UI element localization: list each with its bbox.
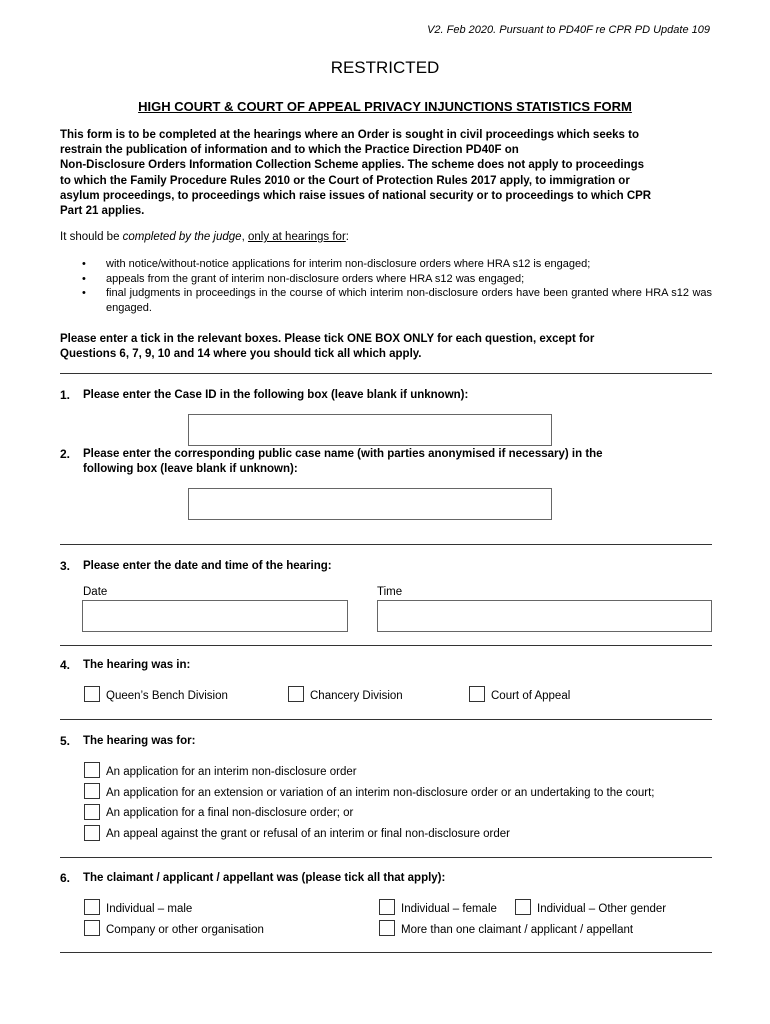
individual-male-checkbox[interactable] xyxy=(84,899,100,915)
question-1 xyxy=(60,388,715,403)
tick-instruction xyxy=(60,332,715,362)
judge-colon: : xyxy=(345,231,349,243)
judge-italic: completed by the judge xyxy=(122,231,242,243)
form-version-note: V2. Feb 2020. Pursuant to PD40F re CPR PD Update 109 xyxy=(427,24,710,36)
queens-bench-label: Queen’s Bench Division xyxy=(106,690,228,702)
individual-male-label: Individual – male xyxy=(106,903,193,915)
date-label: Date xyxy=(83,586,108,598)
question-text: Please enter the Case ID in the following box (leave blank if unknown): xyxy=(83,389,469,401)
chancery-checkbox[interactable] xyxy=(288,686,304,702)
question-5 xyxy=(60,734,715,749)
interim-application-checkbox[interactable] xyxy=(84,762,100,778)
queens-bench-checkbox[interactable] xyxy=(84,686,100,702)
extension-variation-checkbox[interactable] xyxy=(84,783,100,799)
bullet-text: with notice/without-notice applications for interim non-disclosure orders where HRA s12 is engaged; xyxy=(106,258,591,270)
question-text: following box (leave blank if unknown): xyxy=(83,463,298,475)
final-order-label: An application for a final non-disclosure order; or xyxy=(106,807,354,819)
intro-line: This form is to be completed at the hearings where an Order is sought in civil proceedings which seeks to xyxy=(60,129,639,141)
intro-line: Non-Disclosure Orders Information Collection Scheme applies. The scheme does not apply to proceedings xyxy=(60,159,645,172)
classification-label: RESTRICTED xyxy=(330,58,440,77)
court-of-appeal-label: Court of Appeal xyxy=(491,690,571,702)
bullet-text: final judgments in proceedings in the course of which interim non-disclosure orders have been granted where HRA s12 was engaged. xyxy=(106,287,712,314)
question-number: 5. xyxy=(60,734,71,748)
time-label: Time xyxy=(377,586,403,598)
list-item xyxy=(60,272,712,287)
judge-instruction xyxy=(60,231,349,243)
question-text: Please enter the date and time of the hearing: xyxy=(83,560,332,572)
multiple-claimants-checkbox[interactable] xyxy=(379,920,395,936)
judge-underline: only at hearings for xyxy=(247,231,346,243)
bullet-dot-icon: • xyxy=(82,287,86,299)
individual-female-checkbox[interactable] xyxy=(379,899,395,915)
section-divider xyxy=(60,719,712,720)
question-text: Please enter the corresponding public case name (with parties anonymised if necessary) in the xyxy=(83,448,603,460)
list-item xyxy=(60,286,712,315)
hearing-date-input[interactable] xyxy=(82,600,348,632)
hearing-time-input[interactable] xyxy=(377,600,712,632)
hearing-types-list xyxy=(60,257,712,315)
question-3 xyxy=(60,559,715,574)
interim-application-label: An application for an interim non-disclosure order xyxy=(106,766,357,778)
section-divider xyxy=(60,373,712,374)
question-number: 3. xyxy=(60,559,71,573)
question-text: The claimant / applicant / appellant was (please tick all that apply): xyxy=(83,872,446,884)
bullet-dot-icon: • xyxy=(82,258,86,270)
appeal-checkbox[interactable] xyxy=(84,825,100,841)
bullet-text: appeals from the grant of interim non-disclosure orders where HRA s12 was engaged; xyxy=(106,272,525,285)
intro-line: to which the Family Procedure Rules 2010 or the Court of Protection Rules 2017 apply, to immigration or xyxy=(60,174,630,187)
form-title: HIGH COURT & COURT OF APPEAL PRIVACY INJUNCTIONS STATISTICS FORM xyxy=(138,99,632,114)
question-text: The hearing was for: xyxy=(83,735,196,747)
intro-line: Part 21 applies. xyxy=(60,205,145,218)
question-text: The hearing was in: xyxy=(83,659,191,671)
case-name-input[interactable] xyxy=(188,488,552,520)
section-divider xyxy=(60,645,712,646)
question-number: 1. xyxy=(60,388,71,402)
section-divider xyxy=(60,952,712,953)
judge-prefix: It should be xyxy=(60,231,123,243)
intro-paragraph xyxy=(60,128,715,219)
section-divider xyxy=(60,544,712,545)
case-id-input[interactable] xyxy=(188,414,552,446)
individual-other-gender-label: Individual – Other gender xyxy=(537,903,667,915)
question-6 xyxy=(60,871,715,886)
tick-instruction-line: Please enter a tick in the relevant boxes. Please tick ONE BOX ONLY for each question, except for xyxy=(60,333,595,345)
extension-variation-label: An application for an extension or variation of an interim non-disclosure order or an undertaking to the court; xyxy=(106,787,655,799)
company-organisation-checkbox[interactable] xyxy=(84,920,100,936)
appeal-label: An appeal against the grant or refusal of an interim or final non-disclosure order xyxy=(106,828,511,840)
court-of-appeal-checkbox[interactable] xyxy=(469,686,485,702)
question-number: 4. xyxy=(60,658,71,672)
question-number: 2. xyxy=(60,447,71,461)
section-divider xyxy=(60,857,712,858)
question-2 xyxy=(60,447,715,477)
question-number: 6. xyxy=(60,871,71,885)
company-organisation-label: Company or other organisation xyxy=(106,924,264,936)
individual-female-label: Individual – female xyxy=(401,903,497,915)
bullet-dot-icon: • xyxy=(82,272,86,285)
chancery-label: Chancery Division xyxy=(310,690,403,702)
tick-instruction-line: Questions 6, 7, 9, 10 and 14 where you should tick all which apply. xyxy=(60,348,422,360)
list-item xyxy=(60,257,712,272)
intro-line: restrain the publication of information and to which the Practice Direction PD40F on xyxy=(60,144,519,157)
intro-line: asylum proceedings, to proceedings which raise issues of national security or to proceedings to which CPR xyxy=(60,189,652,202)
final-order-checkbox[interactable] xyxy=(84,804,100,820)
question-4 xyxy=(60,658,715,673)
judge-comma: , xyxy=(241,231,248,243)
multiple-claimants-label: More than one claimant / applicant / appellant xyxy=(401,924,634,936)
individual-other-gender-checkbox[interactable] xyxy=(515,899,531,915)
